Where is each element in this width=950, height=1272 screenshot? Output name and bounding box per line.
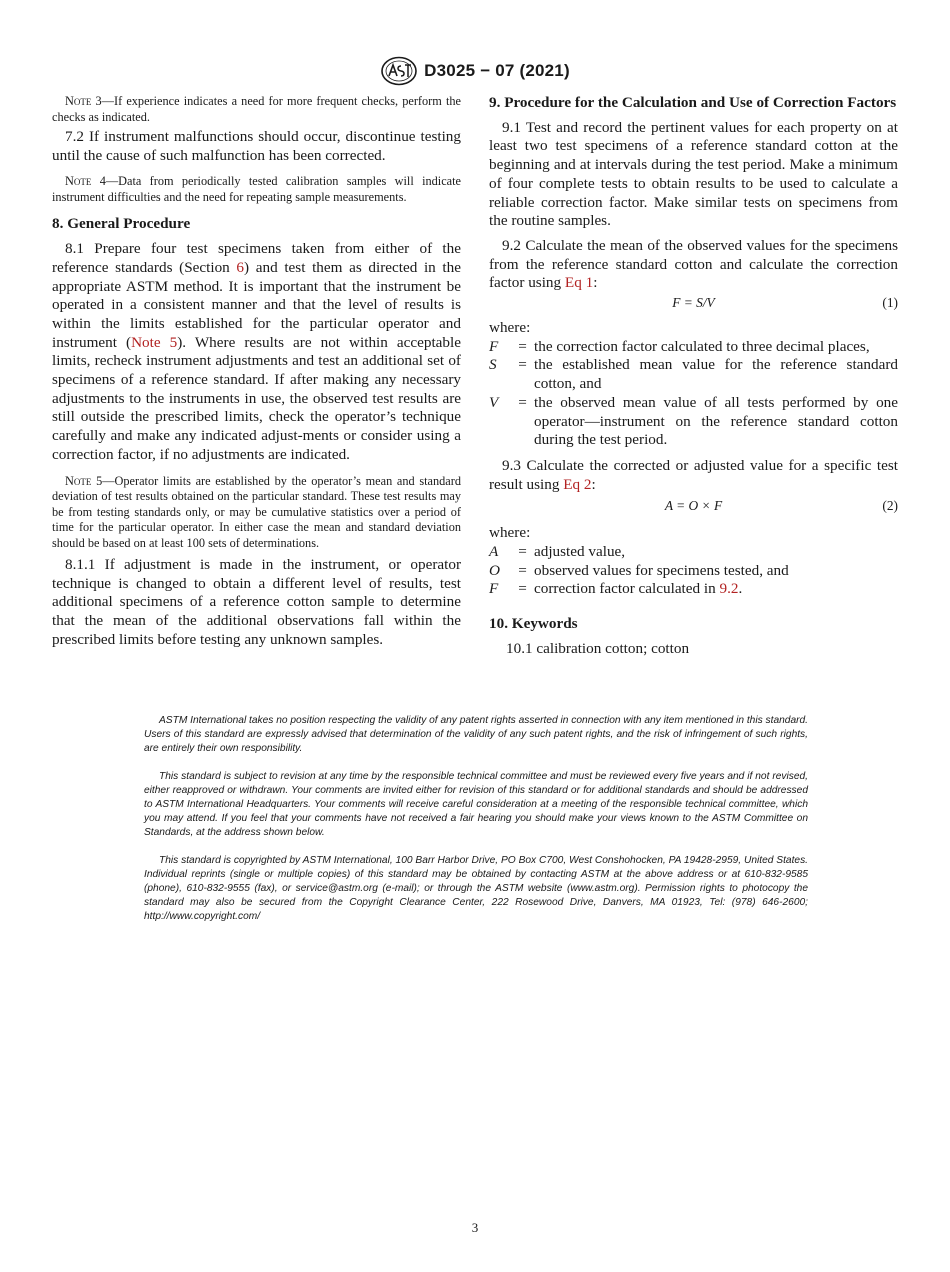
section-9-heading: 9. Procedure for the Calculation and Use of Correction Factors (489, 94, 897, 111)
definitions-list-1 (489, 338, 898, 450)
eq-1-link[interactable]: Eq 1 (564, 274, 594, 292)
footer-patent-notice: ASTM International takes no position respecting the validity of any patent rights asserted in connection with any item mentioned in this standard. Users of this standard are expressly advised that determination of the validity of any such patent rights, and the risk of infringement of such rights, are entirely their own responsibility. (144, 715, 808, 754)
paragraph-7-2: 7.2 If instrument malfunctions should occur, discontinue testing until the cause of such malfunction has been corrected. (52, 128, 461, 164)
equation-2 (489, 496, 898, 516)
section-8-heading: 8. General Procedure (52, 215, 191, 233)
note-5: Note 5—Operator limits are established by the operator’s mean and standard deviation of test results obtained on the particular standard. These test results may be from testing standards only, or may be cumulative statistics over a period of time for the particular operator. In either case the mean and standard deviation should be based on at least 100 sets of determinations. (52, 473, 461, 550)
definitions-list-2 (489, 543, 898, 599)
right-column (489, 94, 898, 659)
standard-designation: D3025 − 07 (2021) (424, 61, 570, 80)
paragraph-8-1-1: 8.1.1 If adjustment is made in the instrument, or operator technique is changed to obtain a different level of results, test additional specimens of a reference cotton sample to determine that the mean of the additional observations fall within the prescribed limits before testing any unknown samples. (52, 556, 461, 648)
paragraph-9-3: 9.3 Calculate the corrected or adjusted value for a specific test result using Eq 2: (489, 456, 898, 493)
footer-revision-notice: This standard is subject to revision at any time by the responsible technical committee and must be reviewed every five years and if not revised, either reapproved or withdrawn. Your comments are invited either for revision of this standard or for additional standards and should be addressed to ASTM International Headquarters. Your comments will receive careful consideration at a meeting of the responsible technical committee, which you may attend. If you feel that your comments have not received a fair hearing you should make your views known to the ASTM Committee on Standards, at the address shown below. (144, 771, 808, 838)
note-3: Note 3—If experience indicates a need for more frequent checks, perform the checks as indicated. (52, 94, 461, 124)
section-10-heading: 10. Keywords (489, 615, 578, 633)
definition-item: V = the observed mean value of all tests performed by one operator—instrument on the reference standard cotton during the test period. (489, 393, 898, 449)
page-number: 3 (471, 1220, 479, 1235)
equation-1-number: (1) (882, 295, 898, 311)
legal-footer (144, 714, 808, 924)
section-6-link[interactable]: 6 (236, 258, 245, 276)
paragraph-10-1: 10.1 calibration cotton; cotton (506, 639, 690, 657)
left-column (52, 94, 461, 650)
note-4: Note 4—Data from periodically tested calibration samples will indicate instrument difficulties and the need for repeating sample measurements. (52, 174, 461, 204)
where-label-2: where: (489, 524, 531, 542)
note-5-link[interactable]: Note 5 (131, 333, 178, 351)
equation-1-formula: F = S/V (672, 295, 715, 311)
definition-item: F = the correction factor calculated to three decimal places, (489, 337, 870, 355)
equation-1 (489, 293, 898, 313)
footer-copyright-notice: This standard is copyrighted by ASTM International, 100 Barr Harbor Drive, PO Box C700, West Conshohocken, PA 19428-2959, United States. Individual reprints (single or multiple copies) of this standard may be obtained by contacting ASTM at the above address or at 610-832-9585 (phone), 610-832-9555 (fax), or service@astm.org (e-mail); or through the ASTM website (www.astm.org). Permission rights to photocopy the standard may also be secured from the Copyright Clearance Center, 222 Rosewood Drive, Danvers, MA 01923, Tel: (978) 646-2600; http://www.copyright.com/ (144, 855, 808, 922)
definition-item: A = adjusted value, (489, 543, 626, 561)
paragraph-9-2: 9.2 Calculate the mean of the observed values for the specimens from the reference standard cotton and calculate the correction factor using Eq 1: (489, 236, 898, 292)
astm-logo-icon (380, 56, 418, 86)
definition-item: O = observed values for specimens tested, and (489, 561, 789, 579)
where-label-1: where: (489, 319, 531, 337)
definition-item: S = the established mean value for the reference standard cotton, and (489, 356, 898, 393)
eq-2-link[interactable]: Eq 2 (563, 475, 592, 493)
equation-2-number: (2) (882, 498, 898, 514)
paragraph-9-1: 9.1 Test and record the pertinent values for each property on at least two test specimens of a reference standard cotton at the beginning and at intervals during the test period. Make a minimum of four complete tests to obtain results to be used to calculate a reliable correction factor. Make similar tests on specimens from the routine samples. (489, 118, 898, 230)
equation-2-formula: A = O × F (664, 498, 723, 514)
paragraph-8-1: 8.1 Prepare four test specimens taken from either of the reference standards (Section 6) and test them as directed in the appropriate ASTM method. It is important that the instrument be operated in a consistent manner and that the level of results is within the limits established for the particular operator and instrument (Note 5). Where results are not within acceptable limits, recheck instrument adjustments and test an additional set of specimens of a reference standard. If after making any necessary adjustments to the instruments in use, the observed test results are still outside the prescribed limits, check the operator’s technique carefully and make any indicated adjust-ments or consider using a correction factor, if no adjustments are indicated. (52, 240, 461, 463)
section-9-2-link[interactable]: 9.2 (719, 580, 739, 598)
definition-item: F = correction factor calculated in 9.2. (489, 580, 743, 598)
page-header (0, 56, 950, 91)
